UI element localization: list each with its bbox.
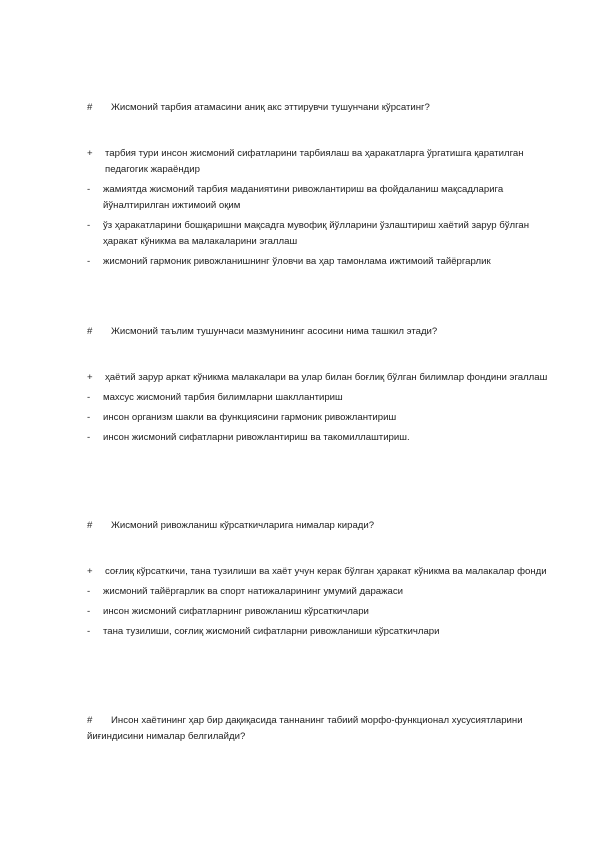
wrong-answer bbox=[87, 390, 549, 406]
answer-text: инсон жисмоний сифатларни ривожлантириш ва такомиллаштириш. bbox=[103, 432, 410, 443]
correct-answer bbox=[87, 564, 549, 580]
wrong-answer bbox=[87, 604, 549, 620]
wrong-marker: - bbox=[87, 626, 91, 637]
wrong-marker: - bbox=[87, 256, 91, 267]
answer-text: махсус жисмоний тарбия билимларни шакллантириш bbox=[103, 392, 343, 403]
wrong-marker: - bbox=[87, 184, 91, 195]
answer-text: ҳаётий зарур аркат кўникма малакалари ва улар билан боғлиқ бўлган билимлар фондини эгаллаш bbox=[105, 372, 548, 383]
wrong-marker: - bbox=[87, 606, 91, 617]
wrong-answer bbox=[87, 254, 549, 270]
question-4 bbox=[87, 713, 549, 745]
q2-answer-list bbox=[87, 370, 549, 446]
correct-marker: + bbox=[87, 372, 93, 383]
answer-text: жисмоний гармоник ривожланишнинг ўловчи ва ҳар тамонлама ижтимоий тайёргарлик bbox=[103, 256, 491, 267]
correct-answer bbox=[87, 370, 549, 386]
question-marker: # bbox=[87, 520, 93, 531]
wrong-answer bbox=[87, 584, 549, 600]
q1-answer-list bbox=[87, 146, 549, 270]
correct-answer bbox=[87, 146, 549, 178]
question-text: Инсон хаётининг ҳар бир дақиқасида таннанинг табиий морфо-функционал хусусиятларини йиғиндисини нималар белгилайди? bbox=[87, 715, 523, 742]
wrong-answer bbox=[87, 430, 549, 446]
correct-marker: + bbox=[87, 148, 93, 159]
wrong-answer bbox=[87, 218, 549, 250]
answer-text: тана тузилиши, соғлиқ жисмоний сифатларни ривожланиши кўрсаткичлари bbox=[103, 626, 440, 637]
wrong-answer bbox=[87, 410, 549, 426]
wrong-answer bbox=[87, 624, 549, 640]
question-marker: # bbox=[87, 102, 93, 113]
wrong-marker: - bbox=[87, 220, 91, 231]
question-text: Жисмоний таълим тушунчаси мазмунининг асосини нима ташкил этади? bbox=[111, 326, 438, 337]
answer-text: соғлиқ кўрсаткичи, тана тузилиши ва хаёт учун керак бўлган ҳаракат кўникма ва малакалар фонди bbox=[105, 566, 547, 577]
wrong-marker: - bbox=[87, 586, 91, 597]
correct-marker: + bbox=[87, 566, 93, 577]
question-marker: # bbox=[87, 715, 93, 726]
question-text: Жисмоний ривожланиш кўрсаткичларига нималар киради? bbox=[111, 520, 375, 531]
answer-text: инсон жисмоний сифатларнинг ривожланиш кўрсаткичлари bbox=[103, 606, 369, 617]
wrong-answer bbox=[87, 182, 549, 214]
question-3 bbox=[87, 518, 549, 534]
answer-text: инсон организм шакли ва функциясини гармоник ривожлантириш bbox=[103, 412, 397, 423]
answer-text: жисмоний тайёргарлик ва спорт натижаларининг умумий даражаси bbox=[103, 586, 404, 597]
wrong-marker: - bbox=[87, 412, 91, 423]
wrong-marker: - bbox=[87, 392, 91, 403]
question-2 bbox=[87, 324, 549, 340]
q3-answer-list bbox=[87, 564, 549, 640]
question-1 bbox=[87, 100, 549, 116]
answer-text: ўз ҳаракатларини бошқаришни мақсадга мувофиқ йўлларини ўзлаштириш хаётий зарур бўлган ҳаракат кўникма ва малакаларини эгаллаш bbox=[103, 220, 530, 247]
wrong-marker: - bbox=[87, 432, 91, 443]
question-text: Жисмоний тарбия атамасини аниқ акс эттирувчи тушунчани кўрсатинг? bbox=[111, 102, 430, 113]
answer-text: жамиятда жисмоний тарбия маданиятини ривожлантириш ва фойдаланиш мақсадларига йўналтирилган ижтимоий оқим bbox=[103, 184, 504, 211]
answer-text: тарбия тури инсон жисмоний сифатларини тарбиялаш ва ҳаракатларга ўргатишга қаратилган педагогик жараёндир bbox=[105, 148, 524, 175]
question-marker: # bbox=[87, 326, 93, 337]
